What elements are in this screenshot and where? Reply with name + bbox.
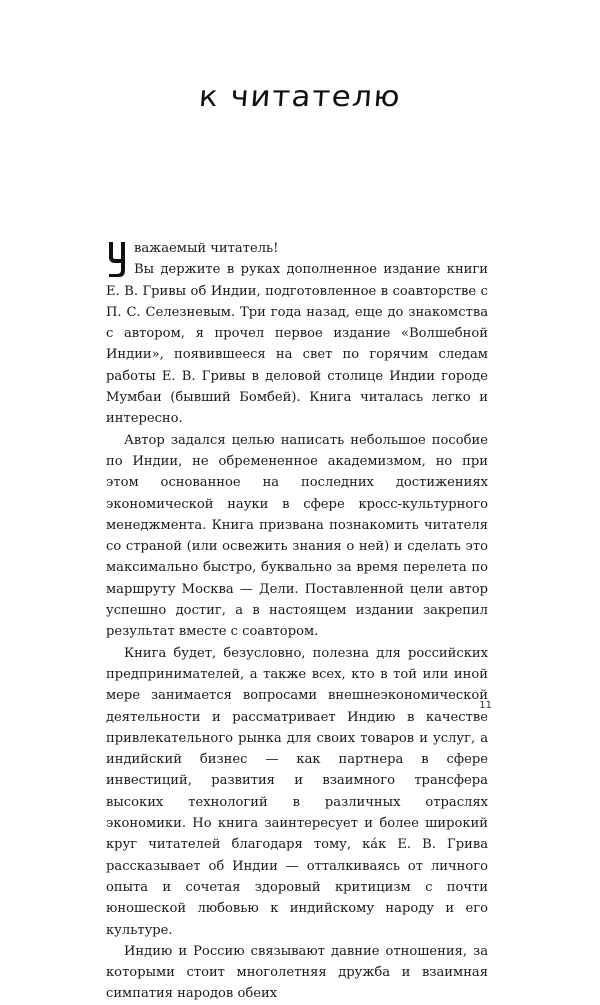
chapter-heading: к читателю <box>197 80 403 114</box>
page-number: 11 <box>479 700 492 711</box>
paragraph-3: Книга будет, безусловно, полезна для российских предпринимателей, а также всех, кто в той или иной мере занимается вопросами внешнеэкономической деятельности и рассматривает Индию в качестве привлекательного рынка для своих товаров и услуг, а индийский бизнес — как партнера в сфере инвестиций, развития и взаимного трансфера высоких технологий в различных отраслях экономики. Но книга заинтересует и более широкий круг читателей благодаря тому, ка́к Е. В. Грива рассказывает об Индии — отталкиваясь от личного опыта и сочетая здоровый критицизм с почти юношеской любовью к индийскому народу и его культуре. <box>106 645 488 938</box>
paragraph-1 <box>106 238 488 430</box>
paragraph-1-opening: важаемый читатель! <box>134 241 279 256</box>
paragraph-2: Автор задался целью написать небольшое пособие по Индии, не обремененное академизмом, но при этом основанное на последних достижениях экономической науки в сфере кросс-культурного менеджмента. Книга призвана познакомить читателя со страной (или освежить знания о ней) и сделать это максимально быстро, буквально за время перелета по маршруту Москва — Дели. Поставленной цели автор успешно достиг, а в настоящем издании закрепил результат вместе с соавтором. <box>106 432 488 640</box>
drop-cap-letter <box>106 240 128 278</box>
paragraph-4: Индию и Россию связывают давние отношения, за которыми стоит многолетняя дружба и взаимная симпатия народов обеих <box>106 943 488 1002</box>
paragraph-1-text: Вы держите в руках дополненное издание книги Е. В. Гривы об Индии, подготовленное в соавторстве с П. С. Селезневым. Три года назад, еще до знакомства с автором, я прочел первое издание «Волшебной Индии», появившееся на свет по горячим следам работы Е. В. Гривы в деловой столице Индии городе Мумбаи (бывший Бомбей). Книга читалась легко и интересно. <box>106 262 488 427</box>
body-text <box>106 238 488 1005</box>
